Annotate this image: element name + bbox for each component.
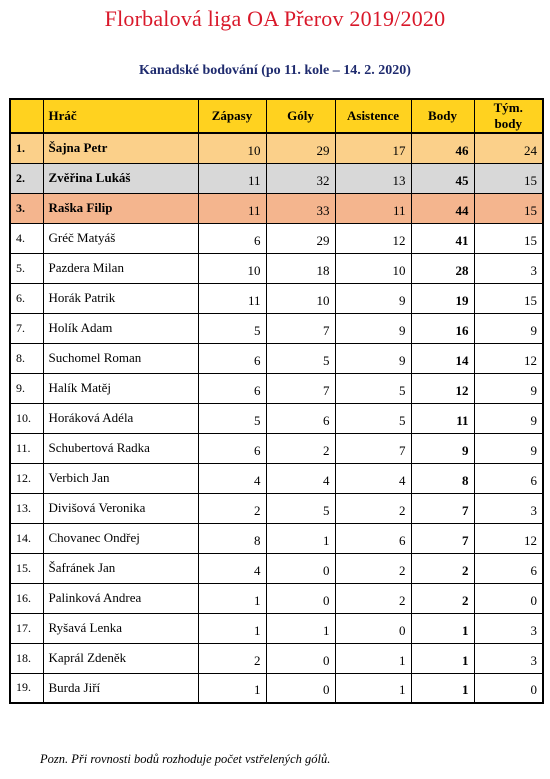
table-row [10,253,543,283]
table-row [10,163,543,193]
cell-goals: 0 [266,583,335,613]
cell-rank: 13. [10,493,43,523]
cell-matches: 6 [198,373,266,403]
cell-rank: 12. [10,463,43,493]
cell-points: 11 [411,403,474,433]
cell-assists: 10 [335,253,411,283]
cell-goals: 29 [266,133,335,163]
cell-points: 8 [411,463,474,493]
cell-goals: 33 [266,193,335,223]
cell-assists: 9 [335,283,411,313]
table-row [10,523,543,553]
cell-player: Kaprál Zdeněk [43,643,198,673]
cell-team-points: 0 [474,583,543,613]
table-row [10,493,543,523]
cell-goals: 32 [266,163,335,193]
cell-matches: 5 [198,403,266,433]
cell-rank: 2. [10,163,43,193]
cell-team-points: 9 [474,433,543,463]
table-row [10,343,543,373]
cell-goals: 6 [266,403,335,433]
cell-team-points: 15 [474,193,543,223]
cell-assists: 4 [335,463,411,493]
cell-player: Raška Filip [43,193,198,223]
cell-goals: 18 [266,253,335,283]
cell-matches: 6 [198,433,266,463]
table-row [10,283,543,313]
cell-team-points: 15 [474,283,543,313]
cell-team-points: 0 [474,673,543,703]
table-row [10,223,543,253]
cell-assists: 2 [335,553,411,583]
cell-matches: 1 [198,613,266,643]
header-player: Hráč [43,99,198,133]
cell-matches: 11 [198,163,266,193]
table-row [10,463,543,493]
cell-player: Chovanec Ondřej [43,523,198,553]
cell-rank: 8. [10,343,43,373]
cell-player: Šafránek Jan [43,553,198,583]
table-row [10,313,543,343]
table-row [10,583,543,613]
cell-rank: 15. [10,553,43,583]
cell-points: 1 [411,673,474,703]
cell-assists: 11 [335,193,411,223]
cell-rank: 14. [10,523,43,553]
cell-goals: 0 [266,643,335,673]
cell-points: 44 [411,193,474,223]
cell-goals: 1 [266,523,335,553]
cell-points: 2 [411,583,474,613]
header-goals: Góly [266,99,335,133]
cell-player: Ryšavá Lenka [43,613,198,643]
cell-team-points: 12 [474,343,543,373]
cell-points: 7 [411,523,474,553]
cell-points: 7 [411,493,474,523]
cell-points: 45 [411,163,474,193]
header-row [10,99,543,133]
page-subtitle: Kanadské bodování (po 11. kole – 14. 2. 2020) [139,63,411,78]
cell-assists: 1 [335,643,411,673]
cell-goals: 0 [266,553,335,583]
cell-player: Schubertová Radka [43,433,198,463]
table-row [10,643,543,673]
cell-player: Suchomel Roman [43,343,198,373]
cell-assists: 0 [335,613,411,643]
cell-matches: 5 [198,313,266,343]
cell-goals: 5 [266,493,335,523]
cell-assists: 5 [335,373,411,403]
cell-matches: 11 [198,193,266,223]
cell-goals: 4 [266,463,335,493]
cell-matches: 4 [198,463,266,493]
header-rank [10,99,43,133]
cell-assists: 2 [335,583,411,613]
cell-matches: 11 [198,283,266,313]
cell-matches: 2 [198,643,266,673]
header-assists: Asistence [335,99,411,133]
cell-points: 2 [411,553,474,583]
cell-player: Burda Jiří [43,673,198,703]
cell-points: 9 [411,433,474,463]
cell-team-points: 24 [474,133,543,163]
cell-team-points: 9 [474,403,543,433]
cell-matches: 4 [198,553,266,583]
cell-assists: 9 [335,343,411,373]
header-points: Body [411,99,474,133]
table-row [10,553,543,583]
cell-matches: 10 [198,253,266,283]
cell-goals: 0 [266,673,335,703]
table-row [10,673,543,703]
page-title: Florbalová liga OA Přerov 2019/2020 [104,6,446,31]
cell-rank: 3. [10,193,43,223]
cell-rank: 11. [10,433,43,463]
table-row [10,403,543,433]
cell-player: Gréč Matyáš [43,223,198,253]
cell-goals: 5 [266,343,335,373]
cell-rank: 17. [10,613,43,643]
cell-player: Horák Patrik [43,283,198,313]
cell-team-points: 9 [474,313,543,343]
cell-assists: 12 [335,223,411,253]
table-row [10,613,543,643]
cell-rank: 19. [10,673,43,703]
cell-points: 46 [411,133,474,163]
cell-points: 16 [411,313,474,343]
cell-player: Divišová Veronika [43,493,198,523]
cell-assists: 5 [335,403,411,433]
cell-player: Palinková Andrea [43,583,198,613]
cell-matches: 10 [198,133,266,163]
cell-team-points: 3 [474,613,543,643]
cell-team-points: 12 [474,523,543,553]
cell-rank: 4. [10,223,43,253]
cell-player: Horáková Adéla [43,403,198,433]
cell-points: 14 [411,343,474,373]
cell-assists: 13 [335,163,411,193]
cell-rank: 1. [10,133,43,163]
cell-player: Verbich Jan [43,463,198,493]
cell-points: 1 [411,643,474,673]
table-row [10,193,543,223]
header-team-points: Tým. body [474,99,543,133]
cell-assists: 6 [335,523,411,553]
cell-rank: 16. [10,583,43,613]
cell-assists: 7 [335,433,411,463]
cell-assists: 17 [335,133,411,163]
cell-rank: 5. [10,253,43,283]
cell-team-points: 6 [474,553,543,583]
cell-assists: 2 [335,493,411,523]
cell-goals: 1 [266,613,335,643]
table-row [10,373,543,403]
cell-player: Halík Matěj [43,373,198,403]
cell-goals: 7 [266,313,335,343]
cell-rank: 18. [10,643,43,673]
cell-assists: 1 [335,673,411,703]
cell-rank: 6. [10,283,43,313]
cell-points: 1 [411,613,474,643]
cell-team-points: 3 [474,493,543,523]
cell-points: 19 [411,283,474,313]
standings-table [9,98,544,704]
cell-points: 12 [411,373,474,403]
cell-goals: 7 [266,373,335,403]
cell-player: Šajna Petr [43,133,198,163]
cell-matches: 1 [198,673,266,703]
cell-matches: 6 [198,343,266,373]
cell-points: 28 [411,253,474,283]
cell-player: Holík Adam [43,313,198,343]
cell-team-points: 15 [474,223,543,253]
cell-player: Zvěřina Lukáš [43,163,198,193]
cell-team-points: 6 [474,463,543,493]
cell-goals: 29 [266,223,335,253]
cell-points: 41 [411,223,474,253]
cell-team-points: 15 [474,163,543,193]
header-matches: Zápasy [198,99,266,133]
table-row [10,433,543,463]
cell-matches: 6 [198,223,266,253]
table-row [10,133,543,163]
cell-matches: 2 [198,493,266,523]
cell-goals: 2 [266,433,335,463]
footnote: Pozn. Při rovnosti bodů rozhoduje počet vstřelených gólů. [40,752,331,766]
cell-player: Pazdera Milan [43,253,198,283]
cell-rank: 7. [10,313,43,343]
cell-matches: 8 [198,523,266,553]
cell-team-points: 3 [474,253,543,283]
cell-team-points: 9 [474,373,543,403]
cell-assists: 9 [335,313,411,343]
cell-rank: 10. [10,403,43,433]
cell-goals: 10 [266,283,335,313]
cell-matches: 1 [198,583,266,613]
cell-rank: 9. [10,373,43,403]
cell-team-points: 3 [474,643,543,673]
